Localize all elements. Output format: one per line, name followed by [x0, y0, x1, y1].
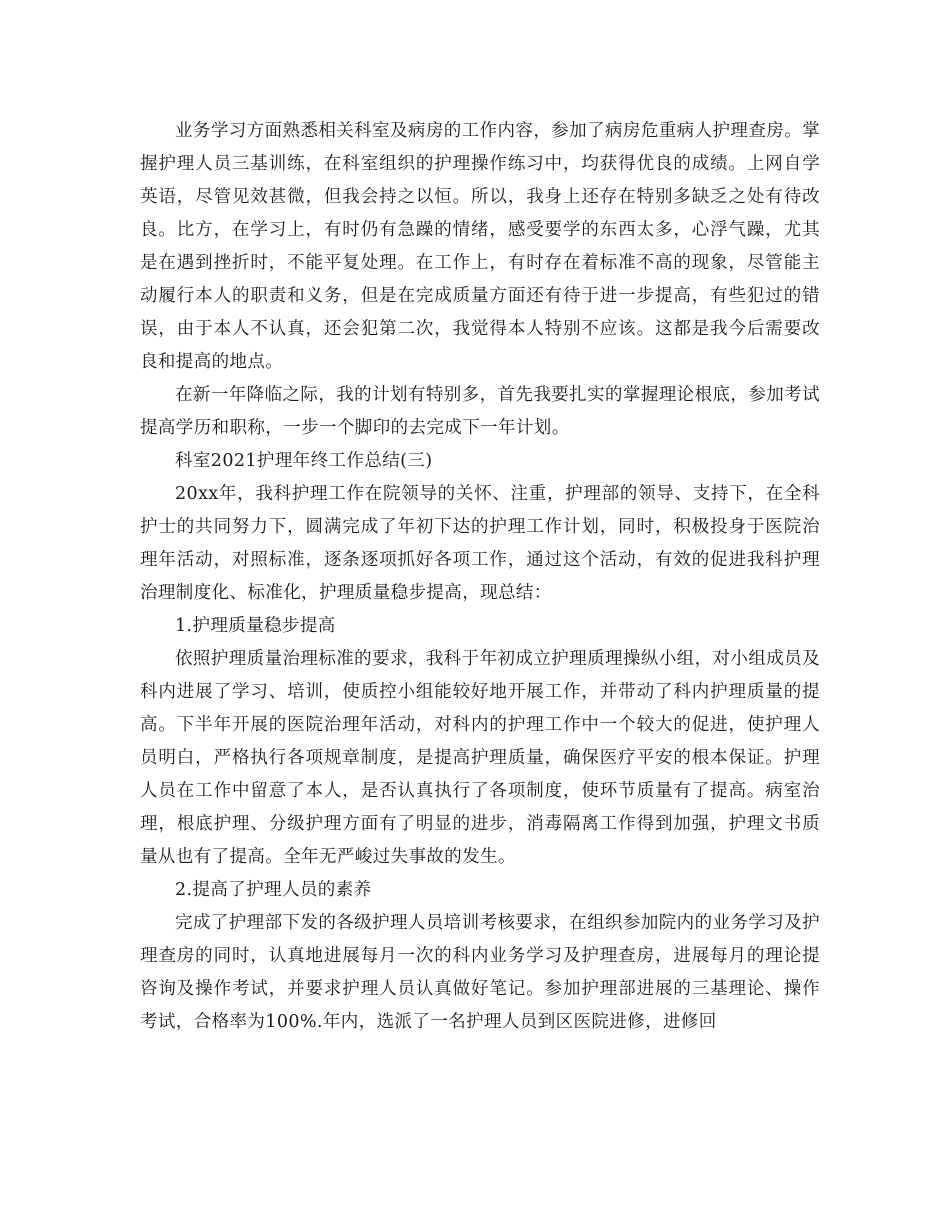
paragraph-study: 业务学习方面熟悉相关科室及病房的工作内容，参加了病房危重病人护理查房。掌握护理人员三基训练，在科室组织的护理操作练习中，均获得优良的成绩。上网自学英语，尽管见效甚微，但我会持之以恒。所以，我身上还存在特别多缺乏之处有待改良。比方，在学习上，有时仍有急躁的情绪，感受要学的东西太多，心浮气躁，尤其是在遇到挫折时，不能平复处理。在工作上，有时存在着标准不高的现象，尽管能主动履行本人的职责和义务，但是在完成质量方面还有待于进一步提高，有些犯过的错误，由于本人不认真，还会犯第二次，我觉得本人特别不应该。这都是我今后需要改良和提高的地点。 [140, 121, 820, 372]
paragraph-plan: 在新一年降临之际，我的计划有特别多，首先我要扎实的掌握理论根底，参加考试提高学历和职称，一步一个脚印的去完成下一年计划。 [140, 385, 820, 438]
paragraph-training: 完成了护理部下发的各级护理人员培训考核要求，在组织参加院内的业务学习及护理查房的同时，认真地进展每月一次的科内业务学习及护理查房，进展每月的理论提咨询及操作考试，并要求护理人员认真做好笔记。参加护理部进展的三基理论、操作考试，合格率为100%.年内，选派了一名护理人员到区医院进修，进修回 [140, 913, 820, 1032]
document-body [140, 115, 820, 1039]
heading-training: 2.提高了护理人员的素养 [175, 880, 372, 900]
heading-quality: 1.护理质量稳步提高 [175, 616, 336, 636]
section-title: 科室2021护理年终工作总结(三) [175, 451, 433, 471]
paragraph-summary-intro: 20xx年，我科护理工作在院领导的关怀、注重，护理部的领导、支持下，在全科护士的共同努力下，圆满完成了年初下达的护理工作计划，同时，积极投身于医院治理年活动，对照标准，逐条逐项抓好各项工作，通过这个活动，有效的促进我科护理治理制度化、标准化，护理质量稳步提高，现总结： [140, 484, 820, 603]
paragraph-quality: 依照护理质量治理标准的要求，我科于年初成立护理质理操纵小组，对小组成员及科内进展了学习、培训，使质控小组能较好地开展工作，并带动了科内护理质量的提高。下半年开展的医院治理年活动，对科内的护理工作中一个较大的促进，使护理人员明白，严格执行各项规章制度，是提高护理质量，确保医疗平安的根本保证。护理人员在工作中留意了本人，是否认真执行了各项制度，使环节质量有了提高。病室治理，根底护理、分级护理方面有了明显的进步，消毒隔离工作得到加强，护理文书质量从也有了提高。全年无严峻过失事故的发生。 [140, 649, 820, 867]
